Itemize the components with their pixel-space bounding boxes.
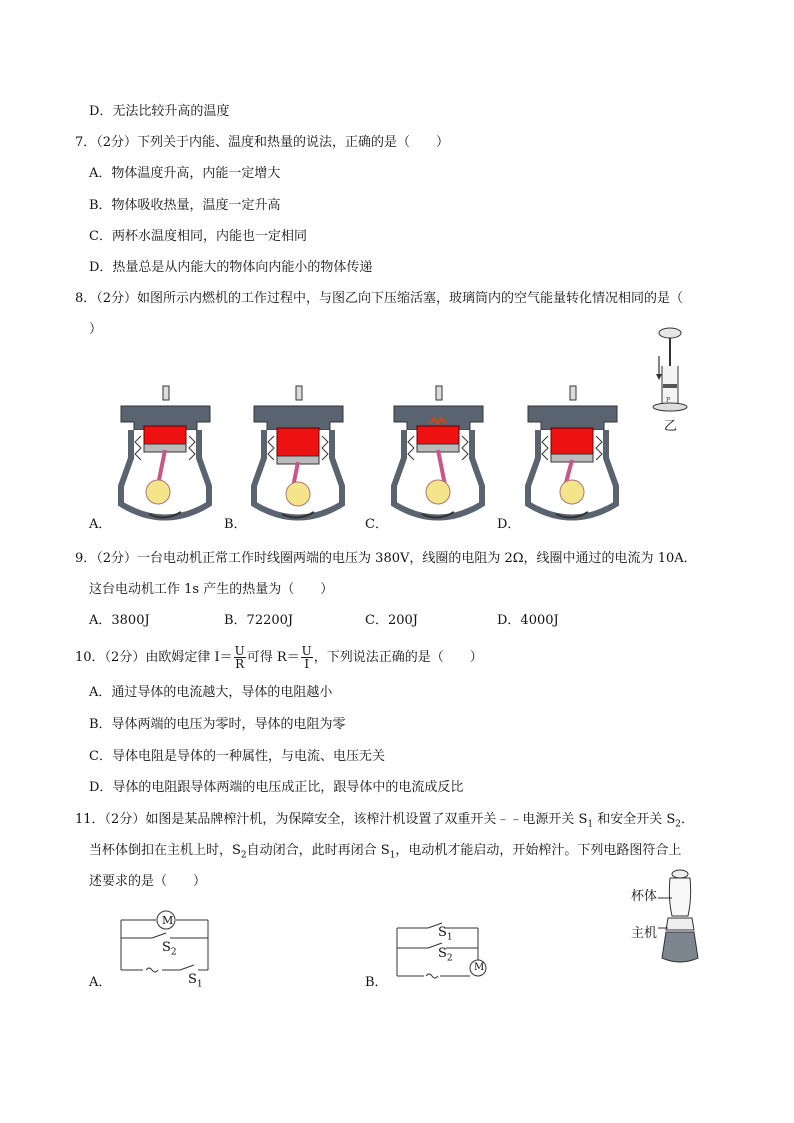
subscript: 1 xyxy=(587,819,594,830)
q9-stem: 9．（2分）一台电动机正常工作时线圈两端的电压为 380V，线圈的电阻为 2Ω，线圈中通过的电流为 10A． xyxy=(75,551,697,566)
subscript: 2 xyxy=(446,953,453,964)
q11-stem-a: 11．（2分）如图是某品牌榨汁机，为保障安全，该榨汁机设置了双重开关﹣﹣电源开关 S xyxy=(75,812,588,827)
subscript: 2 xyxy=(675,819,681,830)
q11-stem-b-post: ，电动机才能启动，开始榨汁。下列电路图符合上 xyxy=(395,843,682,858)
engine-d-figure xyxy=(520,386,625,526)
q7-option-d: D．热量总是从内能大的物体向内能小的物体传递 xyxy=(89,260,373,275)
q10-stem-post: ，下列说法正确的是（ ） xyxy=(313,650,483,665)
switch-s1-label xyxy=(438,924,453,947)
q9-stem-cont: 这台电动机工作 1s 产生的热量为（ ） xyxy=(89,582,334,597)
q10-stem-mid: 可得 R＝ xyxy=(246,650,300,665)
q11-option-a: A． xyxy=(89,975,112,990)
q7-option-a: A．物体温度升高，内能一定增大 xyxy=(89,166,281,181)
q7-stem: 7．（2分）下列关于内能、温度和热量的说法，正确的是（ ） xyxy=(75,135,450,150)
q10-stem xyxy=(75,645,483,670)
q8-stem: 8．（2分）如图所示内燃机的工作过程中，与图乙向下压缩活塞，玻璃筒内的空气能量转化情况相同的是（ xyxy=(75,291,684,306)
q11-stem-line1 xyxy=(75,811,694,834)
fraction-denominator: I xyxy=(304,657,310,671)
q10-stem-pre: 10．（2分）由欧姆定律 I＝ xyxy=(75,650,233,665)
q11-stem-b-mid: 自动闭合，此时再闭合 S xyxy=(246,843,390,858)
label-host: 主机 xyxy=(631,926,658,941)
engine-a-figure xyxy=(113,386,218,526)
q7-option-b: B．物体吸收热量，温度一定升高 xyxy=(89,198,281,213)
q11-stem-line3: 述要求的是（ ） xyxy=(89,874,207,889)
switch-letter: S xyxy=(188,972,197,987)
engine-b-figure xyxy=(246,386,351,526)
formula-fraction xyxy=(301,645,313,670)
q8-option-c: C． xyxy=(365,517,388,532)
q11-option-b: B． xyxy=(365,975,388,990)
fraction-numerator: U xyxy=(234,644,245,658)
q9-option-c: C．200J xyxy=(365,613,418,628)
q8-stem-cont: ） xyxy=(89,322,103,337)
switch-s2-label xyxy=(162,939,177,962)
engine-c-figure xyxy=(386,386,491,526)
switch-s2-label xyxy=(438,945,453,968)
switch-letter: S xyxy=(438,946,447,961)
q7-option-c: C．两杯水温度相同，内能也一定相同 xyxy=(89,229,307,244)
motor-label: M xyxy=(474,962,485,973)
q9-option-d: D．4000J xyxy=(497,613,559,628)
q10-option-d: D．导体的电阻跟导体两端的电压成正比，跟导体中的电流成反比 xyxy=(89,780,464,795)
switch-letter: S xyxy=(162,940,171,955)
formula-fraction xyxy=(234,645,246,670)
svg-text:P: P xyxy=(666,397,671,404)
q10-option-c: C．导体电阻是导体的一种属性，与电流、电压无关 xyxy=(89,749,385,764)
fraction-numerator: U xyxy=(301,644,312,658)
juicer-figure xyxy=(658,868,718,968)
q8-option-a: A． xyxy=(89,517,112,532)
subscript: 1 xyxy=(446,932,453,943)
q6-option-d: D．无法比较升高的温度 xyxy=(89,104,230,119)
q11-stem-a-end: ． xyxy=(681,812,695,827)
q11-stem-b-pre: 当杯体倒扣在主机上时，S xyxy=(89,843,241,858)
fraction-denominator: R xyxy=(235,657,245,671)
subscript: 2 xyxy=(240,850,247,861)
subscript: 2 xyxy=(170,947,177,958)
subscript: 1 xyxy=(389,850,396,861)
q8-option-b: B． xyxy=(224,517,247,532)
q9-option-a: A．3800J xyxy=(89,613,150,628)
q11-stem-a-mid: 和安全开关 S xyxy=(593,812,676,827)
motor-label: M xyxy=(162,914,174,927)
q11-stem-line2 xyxy=(89,842,681,865)
q8-option-d: D． xyxy=(497,517,521,532)
label-cup: 杯体 xyxy=(631,889,658,904)
q10-option-a: A．通过导体的电流越大，导体的电阻越小 xyxy=(89,685,333,700)
subscript: 1 xyxy=(196,979,203,990)
figure-yi-label: 乙 xyxy=(664,419,678,434)
switch-letter: S xyxy=(438,925,447,940)
q10-option-b: B．导体两端的电压为零时，导体的电阻为零 xyxy=(89,717,346,732)
switch-s1-label xyxy=(188,971,203,994)
q9-option-b: B．72200J xyxy=(224,613,294,628)
